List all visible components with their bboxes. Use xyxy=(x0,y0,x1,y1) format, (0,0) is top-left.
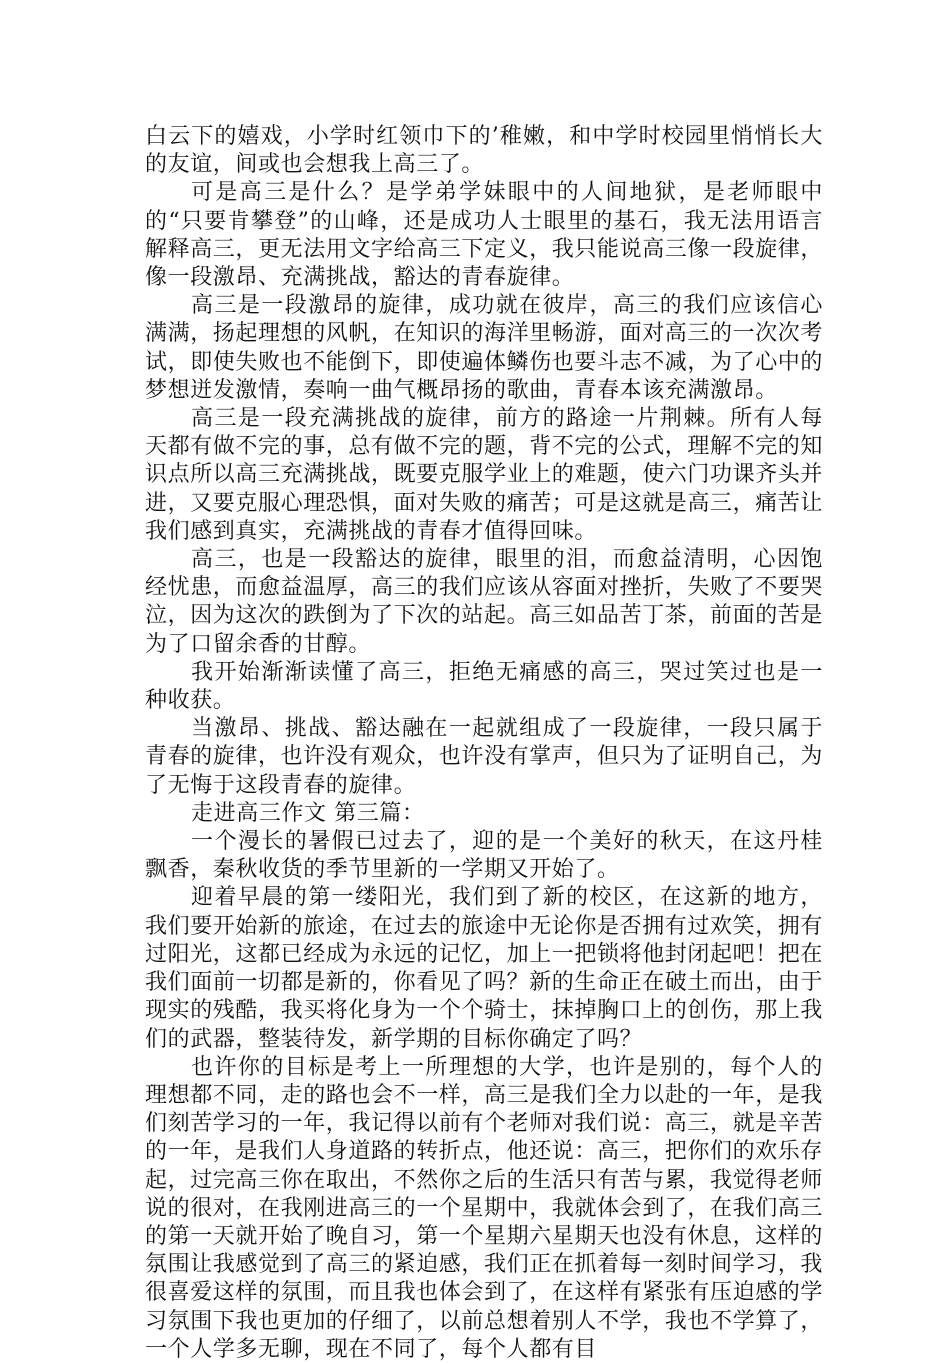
paragraph: 也许你的目标是考上一所理想的大学，也许是别的，每个人的理想都不同，走的路也会不一样，高三是我们全力以赴的一年，是我们刻苦学习的一年，我记得以前有个老师对我们说：高三，就是辛苦的一年，是我们人身道路的转折点，他还说：高三，把你们的欢乐存起，过完高三你在取出，不然你之后的生活只有苦与累，我觉得老师说的很对，在我刚进高三的一个星期中，我就体会到了，在我们高三的第一天就开始了晚自习，第一个星期六星期天也没有休息，这样的氛围让我感觉到了高三的紧迫感，我们正在抓着每一刻时间学习，我很喜爱这样的氛围，而且我也体会到了，在这样有紧张有压迫感的学习氛围下我也更加的仔细了，以前总想着别人不学，我也不学算了，一个人学多无聊，现在不同了，每个人都有目 xyxy=(145,1054,824,1362)
section-heading: 走进高三作文 第三篇： xyxy=(191,800,425,826)
paragraph: 高三，也是一段豁达的旋律，眼里的泪，而愈益清明，心因饱经忧患，而愈益温厚，高三的我们应该从容面对挫折，失败了不要哭泣，因为这次的跌倒为了下次的站起。高三如品苦丁茶，前面的苦是为了口留余香的甘醇。 xyxy=(145,547,824,657)
paragraph: 可是高三是什么？是学弟学妹眼中的人间地狱，是老师眼中的“只要肯攀登”的山峰，还是成功人士眼里的基石，我无法用语言解释高三，更无法用文字给高三下定义，我只能说高三像一段旋律，像一段激昂、充满挑战，豁达的青春旋律。 xyxy=(145,180,824,291)
paragraph: 当激昂、挑战、豁达融在一起就组成了一段旋律，一段只属于青春的旋律，也许没有观众，也许没有掌声，但只为了证明自己，为了无悔于这段青春的旋律。 xyxy=(145,716,824,798)
paragraph: 白云下的嬉戏，小学时红领巾下的’稚嫩，和中学时校园里悄悄长大的友谊，间或也会想我上高三了。 xyxy=(145,124,823,178)
essay-body xyxy=(145,123,823,1364)
paragraph: 高三是一段激昂的旋律，成功就在彼岸，高三的我们应该信心满满，扬起理想的风帆，在知识的海洋里畅游，面对高三的一次次考试，即使失败也不能倒下，即使遍体鳞伤也要斗志不减，为了心中的梦想迸发激情，奏响一曲气概昂扬的歌曲，青春本该充满激昂。 xyxy=(145,293,824,403)
paragraph: 高三是一段充满挑战的旋律，前方的路途一片荆棘。所有人每天都有做不完的事，总有做不完的题，背不完的公式，理解不完的知识点所以高三充满挑战，既要克服学业上的难题，使六门功课齐头并进，又要克服心理恐惧，面对失败的痛苦；可是这就是高三，痛苦让我们感到真实，充满挑战的青春才值得回味。 xyxy=(145,406,824,544)
paragraph: 迎着早晨的第一缕阳光，我们到了新的校区，在这新的地方，我们要开始新的旅途，在过去的旅途中无论你是否拥有过欢笑，拥有过阳光，这都已经成为永远的记忆，加上一把锁将他封闭起吧！把在我们面前一切都是新的，你看见了吗？新的生命正在破土而出，由于现实的残酷，我买将化身为一个个骑士，抹掉胸口上的创伤，那上我们的武器，整装待发，新学期的目标你确定了吗？ xyxy=(145,885,824,1052)
paragraph: 我开始渐渐读懂了高三，拒绝无痛感的高三，哭过笑过也是一种收获。 xyxy=(145,659,823,714)
paragraph: 一个漫长的暑假已过去了，迎的是一个美好的秋天，在这丹桂飘香，秦秋收货的季节里新的一学期又开始了。 xyxy=(145,829,823,883)
